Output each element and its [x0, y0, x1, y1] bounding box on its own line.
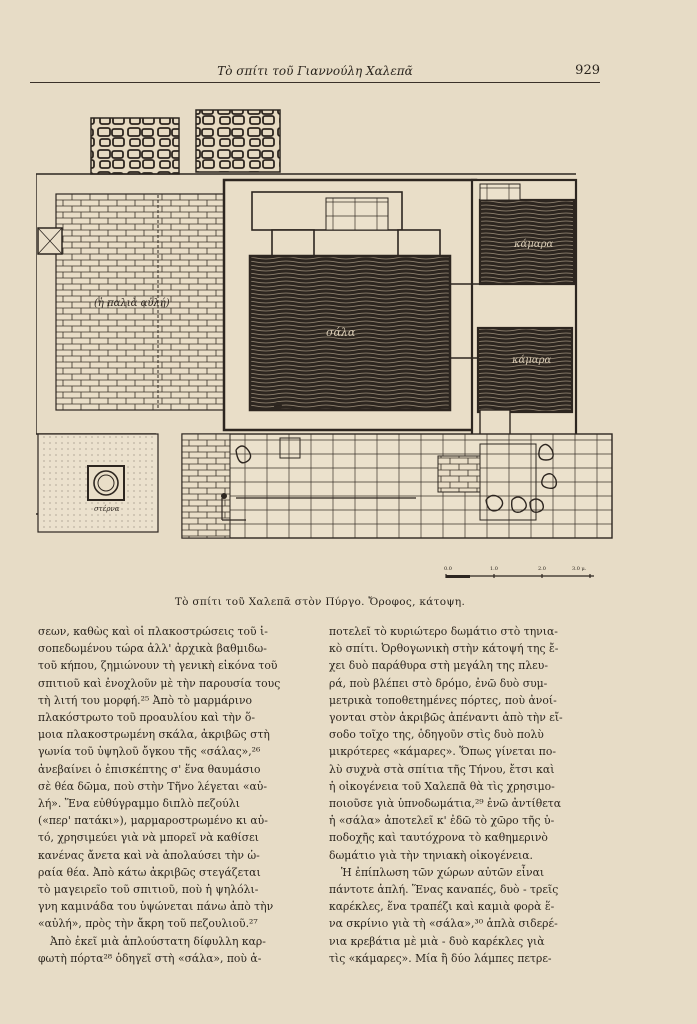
text-line: τὶς «κάμαρες». Μία ἢ δύο λάμπες πετρε- [329, 951, 552, 965]
text-line: κὸ σπίτι. Ὀρθογωνικὴ στὴν κάτοψή της ἔ- [329, 642, 559, 656]
text-line: μοια πλακοστρωμένη σκάλα, ἀκριβῶς στὴ [38, 728, 270, 742]
text-column-left [38, 623, 300, 967]
text-line: ποτελεῖ τὸ κυριώτερο δωμάτιο στὸ τηνια- [329, 625, 558, 638]
text-line: σοπεδωμένου τώρα ἀλλ' ἀρχικὰ βαθμιδω- [38, 642, 267, 656]
stone-wall-left [91, 118, 179, 174]
text-line: γωνία τοῦ ὑψηλοῦ ὄγκου τῆς «σάλας»,²⁶ [38, 745, 261, 759]
text-line: ραία θέα. Ἀπὸ κάτω ἀκριβῶς στεγάζεται [38, 865, 261, 879]
label-kamara-bottom: κάμαρα [512, 355, 552, 366]
running-head [30, 60, 600, 83]
text-line: να σκρίνιο γιὰ τὴ «σάλα»,³⁰ ἁπλὰ σιδερέ- [329, 917, 558, 931]
text-line: πάντοτε ἁπλή. Ἕνας καναπές, δυὸ - τρεῖς [329, 883, 559, 897]
paragraph [38, 623, 300, 967]
text-line: κανένας ἄνετα καὶ νὰ ἀπολαύσει τὴν ὡ- [38, 848, 260, 862]
text-line: ρά, ποὺ βλέπει στὸ δρόμο, ἐνῶ δυὸ συμ- [329, 676, 548, 690]
figure-caption: Τὸ σπίτι τοῦ Χαλεπᾶ στὸν Πύργο. Ὄροφος, κάτοψη. [174, 596, 466, 608]
text-line: χει δυὸ παράθυρα στὴ μεγάλη της πλευ- [329, 659, 548, 673]
text-line: ποιοῦσε γιὰ ὑπνοδωμάτια,²⁹ ἐνῶ ἀντίθετα [329, 797, 562, 811]
text-line: Ἀπὸ ἐκεῖ μιὰ ἁπλούστατη δίφυλλη καρ- [50, 934, 266, 948]
scale-label-1: 1.0 [490, 566, 498, 572]
label-aule: (ἡ παλιὰ αὐλή) [94, 298, 170, 309]
text-line: γνη καμινάδα του ὑψώνεται πάνω ἀπὸ τὴν [38, 900, 274, 914]
running-title: Τὸ σπίτι τοῦ Γιαννούλη Χαλεπᾶ [217, 64, 413, 78]
text-line: μικρότερες «κάμαρες». Ὅπως γίνεται πο- [329, 745, 557, 759]
page-number: 929 [575, 63, 600, 78]
text-line: φωτὴ πόρτα²⁸ ὁδηγεῖ στὴ «σάλα», ποὺ ἀ- [38, 951, 262, 965]
stone-wall-right [196, 110, 280, 172]
kamara-bottom-room [478, 328, 572, 412]
text-line: ἀνεβαίνει ὁ ἐπισκέπτης σ' ἕνα θαυμάσιο [38, 762, 261, 776]
text-line: καρέκλες, ἕνα τραπέζι καὶ καμιὰ φορὰ ἕ- [329, 900, 555, 914]
text-line: ἡ «σάλα» ἀποτελεῖ κ' ἐδῶ τὸ χῶρο τῆς ὑ- [329, 814, 555, 828]
label-kamara-top: κάμαρα [514, 239, 554, 250]
label-sala: σάλα [326, 326, 356, 339]
text-line: γονται στὸν ἀκριβῶς ἀπέναντι ἀπὸ τὴν εἴ- [329, 711, 563, 725]
scale-label-2: 2.0 [538, 566, 546, 572]
text-line: («περ' πατάκι»), μαρμαροστρωμένο κι αὐ- [38, 814, 268, 828]
text-line: τό, χρησιμεύει γιὰ νὰ μπορεῖ νὰ καθίσει [38, 831, 259, 845]
text-line: λὺ συχνὰ στὰ σπίτια τῆς Τήνου, ἔτσι καὶ [329, 762, 555, 776]
text-line: λή». Ἕνα εὐθύγραμμο διπλὸ πεζούλι [38, 797, 240, 811]
text-column-right [329, 623, 591, 967]
text-line: τοῦ κήπου, ζημιώνουν τὴ γενικὴ εἰκόνα τοῦ [38, 659, 278, 673]
text-line: σπιτιοῦ καὶ ἐνοχλοῦν μὲ τὴν παρουσία τους [38, 676, 281, 690]
text-line: σοδο τοῖχο της, ὁδηγοῦν στὶς δυὸ πολὺ [329, 728, 544, 742]
text-line: σεων, καθὼς καὶ οἱ πλακοστρώσεις τοῦ ἰ- [38, 625, 268, 638]
text-line: Ἡ ἐπίπλωση τῶν χώρων αὐτῶν εἶναι [341, 865, 545, 879]
scale-label-3: 3.0 μ. [572, 566, 587, 572]
text-line: «αὐλή», πρὸς τὴν ἄκρη τοῦ πεζουλιοῦ.²⁷ [38, 917, 258, 931]
text-line: ἡ οἰκογένεια τοῦ Χαλεπᾶ θὰ τὶς χρησιμο- [329, 779, 555, 793]
terrace-paving [182, 434, 612, 538]
text-line: σὲ θέα δῶμα, ποὺ στὴν Τῆνο λέγεται «αὐ- [38, 779, 267, 793]
text-line: πλακόστρωτο τοῦ προαυλίου καὶ τὴν ὅ- [38, 711, 256, 725]
paragraph [329, 623, 591, 967]
text-line: δωμάτιο γιὰ τὴν τηνιακὴ οἰκογένεια. [329, 848, 533, 862]
text-line: ποδοχῆς καὶ ταυτόχρονα τὸ καθημερινὸ [329, 831, 548, 845]
floor-plan-figure [36, 104, 616, 584]
text-line: τὸ μαγειρεῖο τοῦ σπιτιοῦ, ποὺ ἡ ψηλόλι- [38, 883, 259, 897]
text-line: μετρικὰ τοποθετημένες πόρτες, ποὺ ἀνοί- [329, 693, 557, 707]
label-sterna: στέρνα [94, 505, 120, 513]
text-line: τὴ λιτή του μορφή.²⁵ Ἀπὸ τὸ μαρμάρινο [38, 693, 253, 707]
text-line: νια κρεβάτια μὲ μιὰ - δυὸ καρέκλες γιὰ [329, 934, 545, 948]
scale-label-0: 0.0 [444, 566, 452, 572]
scale-bar [444, 566, 596, 582]
